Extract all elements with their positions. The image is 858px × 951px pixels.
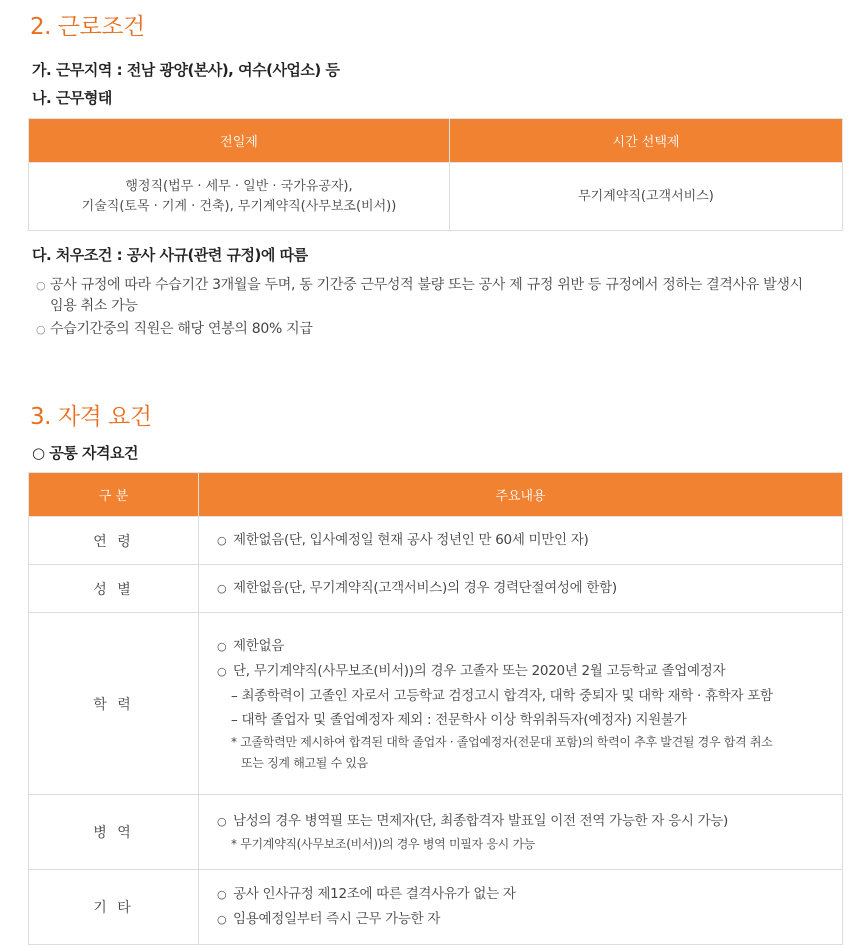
circle-marker: ○: [36, 279, 46, 292]
key-age: 연 령: [29, 517, 199, 565]
edu-line-4: – 대학 졸업자 및 졸업예정자 제외 : 전문학사 이상 학위취득자(예정자) 지원불가: [231, 711, 687, 728]
etc-line-1: 공사 인사규정 제12조에 따른 결격사유가 없는 자: [233, 886, 516, 902]
edu-line-2: 단, 무기계약직(사무보조(비서))의 경우 고졸자 또는 2020년 2월 고등학교 졸업예정자: [233, 662, 726, 679]
bullet-icon: ○: [217, 582, 227, 595]
circle-marker: ○: [36, 323, 46, 336]
header-category: 구 분: [29, 473, 199, 517]
sex-text: 제한없음(단, 무기계약직(고객서비스)의 경우 경력단절여성에 한함): [233, 580, 617, 596]
age-text: 제한없음(단, 입사예정일 현재 공사 정년인 만 60세 미만인 자): [233, 532, 589, 548]
fulltime-line-2: 기술직(토목 · 기계 · 건축), 무기계약직(사무보조(비서)): [81, 198, 397, 214]
row-age: [29, 517, 843, 565]
edu-line-1: 제한없음: [233, 637, 284, 654]
treatment-heading: 다. 처우조건 : 공사 사규(관련 규정)에 따름: [32, 246, 308, 264]
section-3-title: 3. 자격 요건: [30, 404, 152, 430]
mil-line-2: * 무기계약직(사무보조(비서))의 경우 병역 미필자 응시 가능: [231, 837, 536, 851]
note-1-line-2: 임용 취소 가능: [50, 298, 138, 314]
work-type-table: [28, 118, 843, 231]
section-2-title: 2. 근로조건: [30, 14, 145, 40]
common-requirements-heading: ○ 공통 자격요건: [32, 444, 138, 462]
work-location: 가. 근무지역 : 전남 광양(본사), 여수(사업소) 등: [32, 61, 340, 79]
requirements-table: [28, 472, 843, 945]
bullet-icon: ○: [217, 639, 227, 653]
probation-note: [36, 275, 826, 340]
row-sex: [29, 565, 843, 613]
fulltime-line-1: 행정직(법무 · 세무 · 일반 · 국가유공자),: [125, 178, 353, 194]
row-etc: [29, 870, 843, 945]
row-military: [29, 795, 843, 870]
header-fulltime: 전일제: [29, 119, 450, 163]
work-type-heading: 나. 근무형태: [32, 89, 112, 107]
header-parttime: 시간 선택제: [450, 119, 843, 163]
bullet-icon: ○: [217, 664, 227, 678]
row-education: [29, 613, 843, 795]
bullet-icon: ○: [217, 534, 227, 547]
fulltime-cell: [29, 163, 450, 231]
mil-line-1: 남성의 경우 병역필 또는 면제자(단, 최종합격자 발표일 이전 전역 가능한 자 응시 가능): [233, 813, 729, 829]
bullet-icon: ○: [217, 913, 227, 926]
key-sex: 성 별: [29, 565, 199, 613]
bullet-icon: ○: [217, 888, 227, 901]
edu-line-3: – 최종학력이 고졸인 자로서 고등학교 검정고시 합격자, 대학 중퇴자 및 대학 재학 · 휴학자 포함: [231, 687, 773, 704]
note-2: 수습기간중의 직원은 해당 연봉의 80% 지급: [50, 321, 313, 337]
bullet-icon: ○: [217, 815, 227, 828]
etc-line-2: 임용예정일부터 즉시 근무 가능한 자: [233, 911, 441, 927]
note-1-line-1: 공사 규정에 따라 수습기간 3개월을 두며, 동 기간중 근무성적 불량 또는 공사 제 규정 위반 등 규정에서 정하는 결격사유 발생시: [50, 277, 803, 293]
edu-line-5: * 고졸학력만 제시하여 합격된 대학 졸업자 · 졸업예정자(전문대 포함)의 학력이 추후 발견될 경우 합격 취소: [231, 734, 773, 749]
key-etc: 기 타: [29, 870, 199, 945]
key-education: 학 력: [29, 613, 199, 795]
key-military: 병 역: [29, 795, 199, 870]
parttime-cell: 무기계약직(고객서비스): [450, 163, 843, 231]
header-content: 주요내용: [199, 473, 843, 517]
edu-line-6: 또는 징계 해고될 수 있음: [241, 755, 368, 770]
